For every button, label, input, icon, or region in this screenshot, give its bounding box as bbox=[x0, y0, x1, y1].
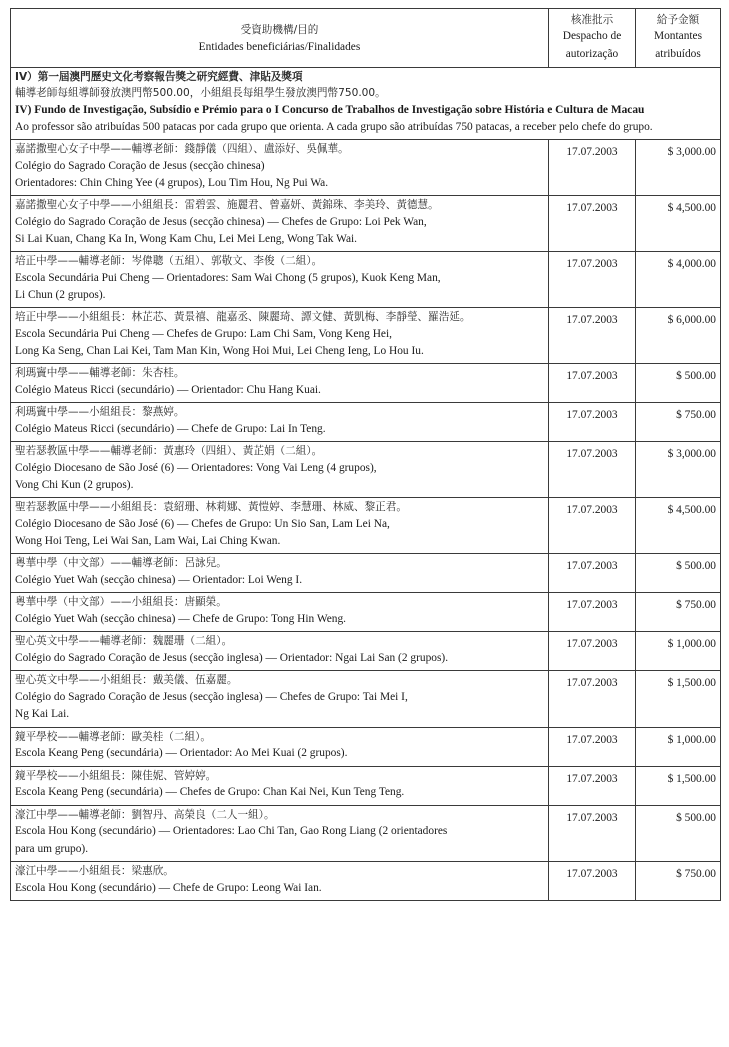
despacho-date: 17.07.2003 bbox=[549, 442, 636, 498]
header-entities-cell bbox=[11, 9, 549, 68]
entity-cell bbox=[11, 554, 549, 593]
despacho-date: 17.07.2003 bbox=[549, 554, 636, 593]
entity-zh: 粵華中學（中文部）——輔導老師：呂詠兒。 bbox=[15, 557, 227, 570]
entity-pt-line: Wong Hoi Teng, Lei Wai San, Lam Wai, Lai Ching Kwan. bbox=[15, 535, 281, 548]
table-row bbox=[11, 498, 721, 554]
entity-zh: 培正中學——小組組長：林芷芯、黃景禧、龍嘉丞、陳麗琦、譚文健、黃凱梅、李靜瑩、羅浩延。 bbox=[15, 311, 471, 324]
amount-value: $ 4,500.00 bbox=[636, 195, 721, 251]
entity-pt-line: Colégio do Sagrado Coração de Jesus (secção chinesa) — Chefes de Grupo: Loi Pek Wan, bbox=[15, 215, 427, 228]
entity-pt-line: Vong Chi Kun (2 grupos). bbox=[15, 479, 134, 492]
entity-pt-line: Colégio Diocesano de São José (6) — Chefes de Grupo: Un Sio San, Lam Lei Na, bbox=[15, 518, 390, 531]
entity-pt-line: Colégio Mateus Ricci (secundário) — Chefe de Grupo: Lai In Teng. bbox=[15, 423, 326, 436]
table-row bbox=[11, 727, 721, 766]
grants-table bbox=[10, 8, 721, 901]
despacho-date: 17.07.2003 bbox=[549, 139, 636, 195]
table-row bbox=[11, 632, 721, 671]
despacho-date: 17.07.2003 bbox=[549, 195, 636, 251]
amount-value: $ 1,500.00 bbox=[636, 671, 721, 727]
table-row bbox=[11, 403, 721, 442]
despacho-date: 17.07.2003 bbox=[549, 251, 636, 307]
despacho-date: 17.07.2003 bbox=[549, 364, 636, 403]
section-note-zh: 輔導老師每組導師發放澳門幣500.00，小組組長每組學生發放澳門幣750.00。 bbox=[15, 86, 386, 99]
amount-value: $ 4,500.00 bbox=[636, 498, 721, 554]
entity-pt-line: Orientadores: Chin Ching Yee (4 grupos), Lou Tim Hou, Ng Pui Wa. bbox=[15, 176, 329, 189]
entity-pt-line: Si Lai Kuan, Chang Ka In, Wong Kam Chu, Lei Mei Leng, Wong Tak Wai. bbox=[15, 232, 358, 245]
entity-zh: 鏡平學校——輔導老師：歐美桂（二組）。 bbox=[15, 730, 211, 743]
section-title-pt: IV) Fundo de Investigação, Subsídio e Prémio para o I Concurso de Trabalhos de Investigação sobre História e Cultura de Macau bbox=[15, 103, 645, 116]
table-row bbox=[11, 442, 721, 498]
amount-value: $ 6,000.00 bbox=[636, 308, 721, 364]
table-row bbox=[11, 195, 721, 251]
table-row bbox=[11, 308, 721, 364]
entity-pt-line: Escola Keang Peng (secundária) — Orientador: Ao Mei Kuai (2 grupos). bbox=[15, 747, 348, 760]
amount-value: $ 500.00 bbox=[636, 364, 721, 403]
table-row bbox=[11, 766, 721, 805]
entity-cell bbox=[11, 251, 549, 307]
header-amount-pt2: atribuídos bbox=[655, 48, 701, 61]
entity-cell bbox=[11, 139, 549, 195]
entity-pt-line: Colégio do Sagrado Coração de Jesus (secção chinesa) bbox=[15, 159, 265, 172]
entity-zh: 利瑪竇中學——輔導老師：朱杏桂。 bbox=[15, 367, 185, 380]
table-row bbox=[11, 805, 721, 861]
amount-value: $ 750.00 bbox=[636, 861, 721, 900]
despacho-date: 17.07.2003 bbox=[549, 403, 636, 442]
entity-cell bbox=[11, 805, 549, 861]
despacho-date: 17.07.2003 bbox=[549, 861, 636, 900]
table-row bbox=[11, 139, 721, 195]
entity-pt-line: Ng Kai Lai. bbox=[15, 708, 70, 721]
header-despacho-cell bbox=[549, 9, 636, 68]
entity-zh: 粵華中學（中文部）——小組組長：唐顯榮。 bbox=[15, 596, 227, 609]
entity-zh: 聖若瑟教區中學——小組組長：袁紹珊、林莉娜、黃愷婷、李慧珊、林威、黎正君。 bbox=[15, 501, 407, 514]
entity-zh: 培正中學——輔導老師：岑偉聰（五組）、郭敬文、李俊（二組）。 bbox=[15, 254, 323, 267]
entity-cell bbox=[11, 364, 549, 403]
despacho-date: 17.07.2003 bbox=[549, 805, 636, 861]
despacho-date: 17.07.2003 bbox=[549, 498, 636, 554]
header-despacho-pt1: Despacho de bbox=[562, 30, 622, 43]
despacho-date: 17.07.2003 bbox=[549, 671, 636, 727]
table-row bbox=[11, 671, 721, 727]
entity-cell bbox=[11, 442, 549, 498]
entity-cell bbox=[11, 195, 549, 251]
amount-value: $ 1,000.00 bbox=[636, 632, 721, 671]
entity-pt-line: Escola Keang Peng (secundária) — Chefes de Grupo: Chan Kai Nei, Kun Teng Teng. bbox=[15, 786, 405, 799]
entity-cell bbox=[11, 766, 549, 805]
section-cell bbox=[11, 67, 721, 139]
amount-value: $ 3,000.00 bbox=[636, 442, 721, 498]
grants-table-body bbox=[11, 9, 721, 901]
entity-pt-line: Escola Hou Kong (secundário) — Orientadores: Lao Chi Tan, Gao Rong Liang (2 orientadores bbox=[15, 825, 448, 838]
table-row bbox=[11, 593, 721, 632]
header-row bbox=[11, 9, 721, 68]
entity-pt-line: Escola Secundária Pui Cheng — Orientadores: Sam Wai Chong (5 grupos), Kuok Keng Man, bbox=[15, 271, 441, 284]
entity-pt-line: Colégio do Sagrado Coração de Jesus (secção inglesa) — Chefes de Grupo: Tai Mei I, bbox=[15, 691, 408, 704]
entity-cell bbox=[11, 308, 549, 364]
section-title-zh: IV）第一屆澳門歷史文化考察報告獎之研究經費、津貼及獎項 bbox=[15, 70, 303, 83]
header-despacho-pt2: autorização bbox=[565, 48, 619, 61]
amount-value: $ 1,000.00 bbox=[636, 727, 721, 766]
entity-cell bbox=[11, 861, 549, 900]
header-despacho-zh: 核准批示 bbox=[570, 14, 614, 26]
table-row bbox=[11, 861, 721, 900]
entity-zh: 濠江中學——小組組長：梁惠欣。 bbox=[15, 864, 174, 877]
entity-zh: 嘉諾撒聖心女子中學——輔導老師：錢靜儀（四組）、盧添好、吳佩華。 bbox=[15, 142, 349, 155]
entity-zh: 聖心英文中學——小組組長：戴美儀、伍嘉麗。 bbox=[15, 674, 238, 687]
amount-value: $ 500.00 bbox=[636, 805, 721, 861]
entity-zh: 聖若瑟教區中學——輔導老師：黃惠玲（四組）、黃芷娟（二組）。 bbox=[15, 445, 323, 458]
table-row bbox=[11, 251, 721, 307]
entity-pt-line: Li Chun (2 grupos). bbox=[15, 288, 106, 301]
header-amount-cell bbox=[636, 9, 721, 68]
amount-value: $ 1,500.00 bbox=[636, 766, 721, 805]
entity-pt-line: Escola Secundária Pui Cheng — Chefes de Grupo: Lam Chi Sam, Vong Keng Hei, bbox=[15, 327, 392, 340]
header-entities-zh: 受資助機構/目的 bbox=[240, 24, 319, 37]
amount-value: $ 4,000.00 bbox=[636, 251, 721, 307]
entity-zh: 濠江中學——輔導老師：劉智丹、高榮良（二人一組）。 bbox=[15, 808, 275, 821]
entity-pt-line: Escola Hou Kong (secundário) — Chefe de Grupo: Leong Wai Ian. bbox=[15, 881, 322, 894]
entity-cell bbox=[11, 727, 549, 766]
header-amount-pt1: Montantes bbox=[653, 30, 703, 43]
entity-cell bbox=[11, 498, 549, 554]
entity-zh: 利瑪竇中學——小組組長：黎燕婷。 bbox=[15, 406, 185, 419]
entity-cell bbox=[11, 632, 549, 671]
amount-value: $ 750.00 bbox=[636, 593, 721, 632]
entity-zh: 鏡平學校——小組組長：陳佳妮、管婷婷。 bbox=[15, 769, 217, 782]
section-note-pt: Ao professor são atribuídas 500 patacas por cada grupo que orienta. A cada grupo são atribuídas 750 patacas, a receber pelo chefe do grupo. bbox=[15, 120, 653, 133]
entity-cell bbox=[11, 593, 549, 632]
entity-zh: 聖心英文中學——輔導老師：魏麗珊（二組）。 bbox=[15, 635, 233, 648]
despacho-date: 17.07.2003 bbox=[549, 766, 636, 805]
entity-pt-line: Long Ka Seng, Chan Lai Kei, Tam Man Kin, Wong Hoi Mui, Lei Cheng Ieng, Lo Hou Iu. bbox=[15, 345, 424, 358]
header-amount-zh: 給予金額 bbox=[656, 14, 700, 26]
entity-cell bbox=[11, 403, 549, 442]
entity-pt-line: para um grupo). bbox=[15, 842, 89, 855]
table-row bbox=[11, 364, 721, 403]
entity-pt-line: Colégio do Sagrado Coração de Jesus (secção inglesa) — Orientador: Ngai Lai San (2 grupos). bbox=[15, 652, 449, 665]
header-entities-pt: Entidades beneficiárias/Finalidades bbox=[198, 40, 361, 53]
section-row bbox=[11, 67, 721, 139]
despacho-date: 17.07.2003 bbox=[549, 593, 636, 632]
entity-pt-line: Colégio Yuet Wah (secção chinesa) — Chefe de Grupo: Tong Hin Weng. bbox=[15, 613, 346, 626]
entity-pt-line: Colégio Yuet Wah (secção chinesa) — Orientador: Loi Weng I. bbox=[15, 574, 303, 587]
entity-pt-line: Colégio Diocesano de São José (6) — Orientadores: Vong Vai Leng (4 grupos), bbox=[15, 462, 377, 475]
despacho-date: 17.07.2003 bbox=[549, 727, 636, 766]
entity-cell bbox=[11, 671, 549, 727]
despacho-date: 17.07.2003 bbox=[549, 308, 636, 364]
table-row bbox=[11, 554, 721, 593]
amount-value: $ 3,000.00 bbox=[636, 139, 721, 195]
entity-pt-line: Colégio Mateus Ricci (secundário) — Orientador: Chu Hang Kuai. bbox=[15, 384, 321, 397]
entity-zh: 嘉諾撒聖心女子中學——小組組長：雷碧雲、施麗君、曾嘉妍、黃錦珠、李美玲、黃德慧。 bbox=[15, 198, 439, 211]
despacho-date: 17.07.2003 bbox=[549, 632, 636, 671]
amount-value: $ 500.00 bbox=[636, 554, 721, 593]
amount-value: $ 750.00 bbox=[636, 403, 721, 442]
